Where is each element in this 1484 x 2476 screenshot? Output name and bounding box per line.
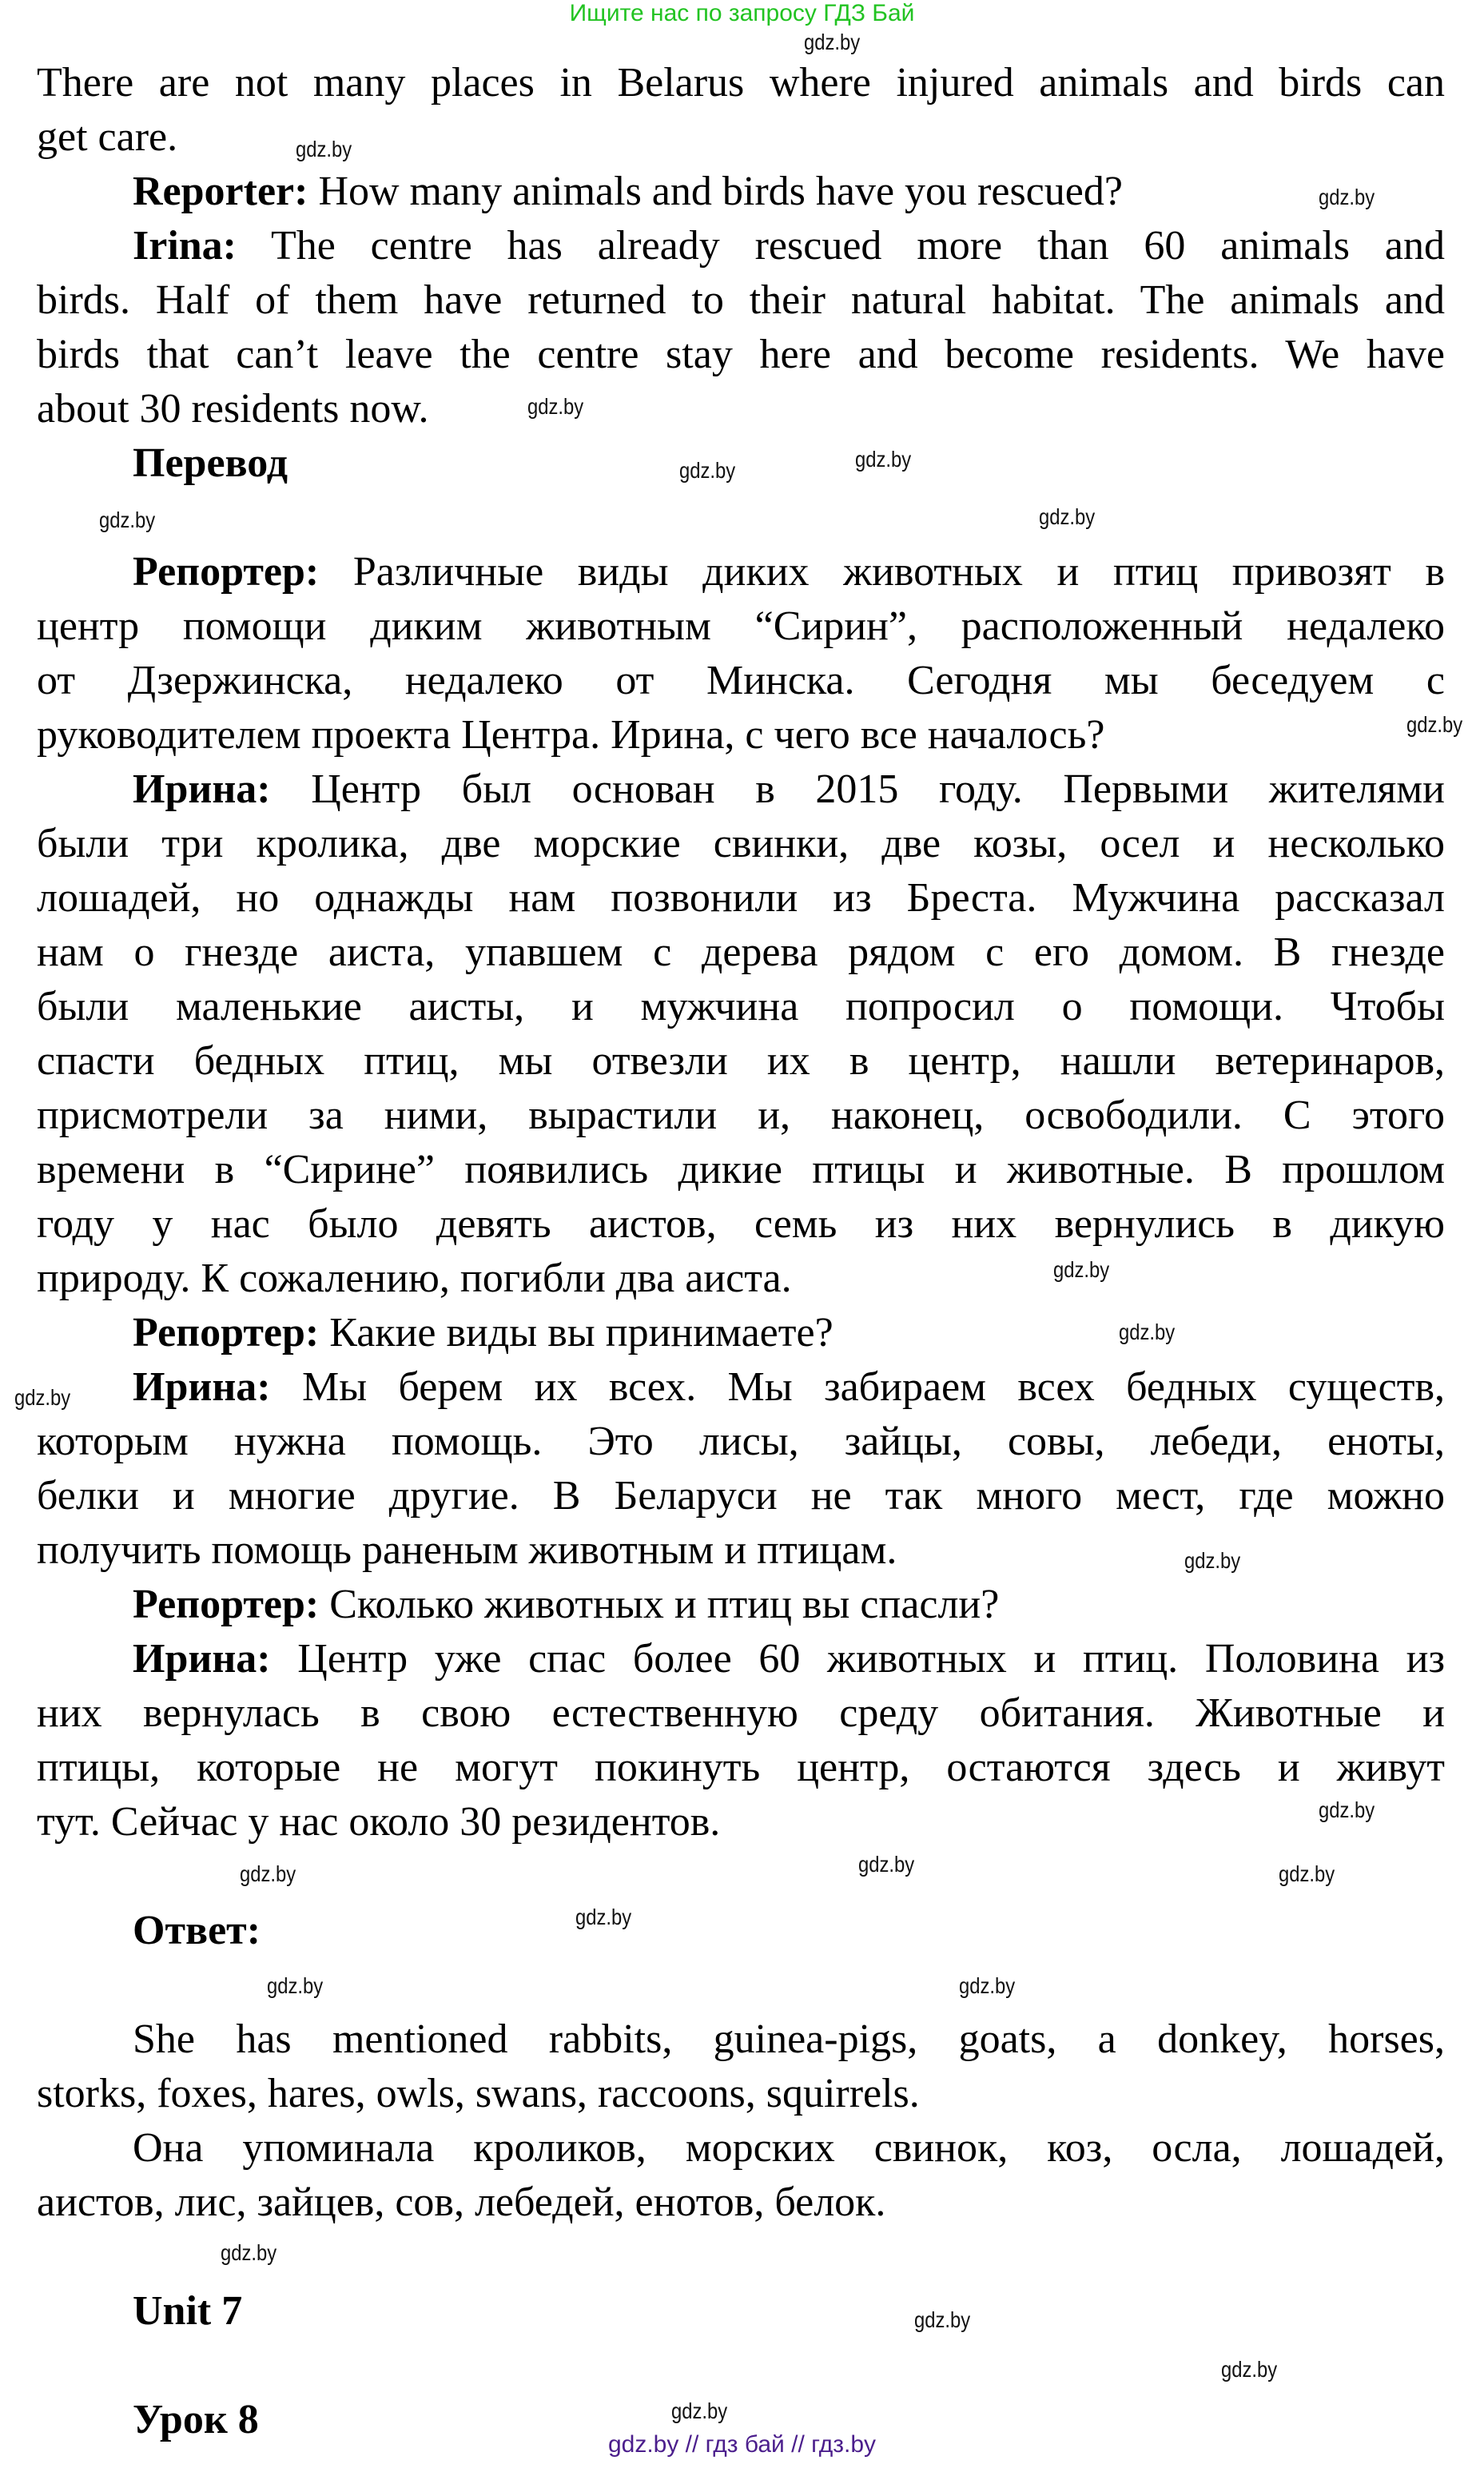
line-text: get care. bbox=[37, 114, 178, 160]
watermark-text: gdz.by bbox=[1319, 1797, 1375, 1822]
watermark-text: gdz.by bbox=[679, 458, 736, 483]
line-text: birds that can’t leave the centre stay here and become residents. We have bbox=[37, 332, 1445, 377]
line-text: лошадей, но однажды нам позвонили из Бреста. Мужчина рассказал bbox=[37, 875, 1445, 921]
text-line bbox=[37, 871, 1445, 926]
line-text: about 30 residents now. bbox=[37, 386, 429, 432]
line-text: She has mentioned rabbits, guinea-pigs, goats, a donkey, horses, bbox=[133, 2016, 1445, 2062]
text-line bbox=[133, 1632, 1445, 1686]
text-line bbox=[37, 1741, 1445, 1795]
text-line bbox=[37, 1415, 1445, 1469]
text-line bbox=[37, 110, 1445, 165]
watermark-text: gdz.by bbox=[575, 1905, 632, 1929]
text-line bbox=[37, 926, 1445, 980]
watermark-text: gdz.by bbox=[221, 2240, 277, 2265]
footer-links[interactable]: gdz.by // гдз бай // гдз.by bbox=[607, 2431, 877, 2458]
watermark-text: gdz.by bbox=[858, 1852, 915, 1877]
line-text: времени в “Сирине” появились дикие птицы и животные. В прошлом bbox=[37, 1147, 1445, 1192]
watermark-text: gdz.by bbox=[14, 1385, 71, 1410]
speaker-label: Урок 8 bbox=[133, 2397, 259, 2442]
text-line bbox=[37, 2067, 1445, 2121]
line-text: Сколько животных и птиц вы спасли? bbox=[319, 1582, 1000, 1627]
watermark-text: gdz.by bbox=[1279, 1861, 1335, 1886]
watermark-text: gdz.by bbox=[296, 137, 352, 161]
speaker-label: Ирина: bbox=[133, 766, 271, 812]
line-text: центр помощи диким животным “Сирин”, расположенный недалеко bbox=[37, 603, 1445, 649]
text-line bbox=[37, 1197, 1445, 1252]
text-line bbox=[133, 219, 1445, 273]
line-text: Центр уже спас более 60 животных и птиц. Половина из bbox=[270, 1636, 1445, 1682]
text-line bbox=[37, 1469, 1445, 1523]
text-line bbox=[37, 1143, 1445, 1197]
speaker-label: Репортер: bbox=[133, 1582, 320, 1627]
text-line bbox=[37, 1795, 1445, 1849]
text-line bbox=[37, 382, 1445, 436]
watermark-text: gdz.by bbox=[671, 2398, 728, 2423]
watermark-text: gdz.by bbox=[1039, 504, 1096, 529]
line-text: There are not many places in Belarus where injured animals and birds can bbox=[37, 60, 1445, 105]
line-text: были три кролика, две морские свинки, две козы, осел и несколько bbox=[37, 821, 1445, 866]
watermark-text: gdz.by bbox=[240, 1861, 296, 1886]
text-line bbox=[37, 708, 1445, 762]
text-line bbox=[133, 2284, 1445, 2339]
text-line bbox=[133, 436, 1445, 491]
watermark-text: gdz.by bbox=[1119, 1320, 1176, 1344]
line-text: The centre has already rescued more than 60 animals and bbox=[237, 223, 1445, 269]
text-line bbox=[133, 1306, 1445, 1360]
line-text: birds. Half of them have returned to their natural habitat. The animals and bbox=[37, 277, 1445, 323]
line-text: получить помощь раненым животным и птицам. bbox=[37, 1527, 897, 1573]
watermark-text: gdz.by bbox=[1053, 1257, 1110, 1282]
text-line bbox=[133, 1578, 1445, 1632]
text-line bbox=[37, 599, 1445, 654]
line-text: How many animals and birds have you rescued? bbox=[308, 169, 1123, 214]
text-line bbox=[37, 1089, 1445, 1143]
line-text: птицы, которые не могут покинуть центр, остаются здесь и живут bbox=[37, 1745, 1445, 1790]
line-text: storks, foxes, hares, owls, swans, raccoons, squirrels. bbox=[37, 2071, 920, 2116]
text-line bbox=[37, 56, 1445, 110]
text-line bbox=[133, 1360, 1445, 1415]
watermark-text: gdz.by bbox=[914, 2307, 971, 2332]
line-text: спасти бедных птиц, мы отвезли их в центр, нашли ветеринаров, bbox=[37, 1038, 1445, 1084]
text-line bbox=[133, 165, 1445, 219]
watermark-text: gdz.by bbox=[959, 1973, 1016, 1998]
speaker-label: Irina: bbox=[133, 223, 237, 269]
text-line bbox=[37, 817, 1445, 871]
line-text: белки и многие другие. В Беларуси не так много мест, где можно bbox=[37, 1473, 1445, 1519]
speaker-label: Ответ: bbox=[133, 1908, 261, 1953]
line-text: Она упоминала кроликов, морских свинок, коз, осла, лошадей, bbox=[133, 2125, 1445, 2171]
line-text: них вернулась в свою естественную среду обитания. Животные и bbox=[37, 1690, 1445, 1736]
speaker-label: Ирина: bbox=[133, 1636, 271, 1682]
line-text: Мы берем их всех. Мы забираем всех бедных существ, bbox=[270, 1364, 1445, 1410]
line-text: природу. К сожалению, погибли два аиста. bbox=[37, 1256, 792, 1301]
text-line bbox=[133, 2121, 1445, 2175]
text-line bbox=[133, 2012, 1445, 2067]
line-text: нам о гнезде аиста, упавшем с дерева рядом с его домом. В гнезде bbox=[37, 929, 1445, 975]
line-text: аистов, лис, зайцев, сов, лебедей, енотов, белок. bbox=[37, 2179, 886, 2225]
line-text: Различные виды диких животных и птиц привозят в bbox=[319, 549, 1445, 595]
speaker-label: Репортер: bbox=[133, 1310, 320, 1355]
text-line bbox=[133, 545, 1445, 599]
speaker-label: Reporter: bbox=[133, 169, 308, 214]
text-line bbox=[37, 1686, 1445, 1741]
line-text: тут. Сейчас у нас около 30 резидентов. bbox=[37, 1799, 721, 1845]
speaker-label: Перевод bbox=[133, 440, 288, 486]
search-banner[interactable]: Ищите нас по запросу ГДЗ Бай bbox=[569, 0, 915, 26]
watermark-text: gdz.by bbox=[1184, 1548, 1241, 1573]
text-line bbox=[37, 1034, 1445, 1089]
watermark-text: gdz.by bbox=[99, 508, 156, 532]
speaker-label: Unit 7 bbox=[133, 2288, 243, 2334]
watermark-text: gdz.by bbox=[855, 447, 912, 472]
speaker-label: Репортер: bbox=[133, 549, 320, 595]
watermark-text: gdz.by bbox=[1319, 185, 1375, 209]
speaker-label: Ирина: bbox=[133, 1364, 271, 1410]
watermark-text: gdz.by bbox=[804, 30, 861, 54]
watermark-text: gdz.by bbox=[267, 1973, 324, 1998]
watermark-text: gdz.by bbox=[527, 394, 584, 419]
text-line bbox=[37, 654, 1445, 708]
text-line bbox=[37, 2175, 1445, 2230]
text-line bbox=[37, 273, 1445, 328]
line-text: Центр был основан в 2015 году. Первыми жителями bbox=[270, 766, 1445, 812]
text-line bbox=[37, 328, 1445, 382]
watermark-text: gdz.by bbox=[1406, 712, 1463, 737]
line-text: от Дзержинска, недалеко от Минска. Сегодня мы беседуем с bbox=[37, 658, 1445, 703]
line-text: руководителем проекта Центра. Ирина, с чего все началось? bbox=[37, 712, 1105, 758]
watermark-text: gdz.by bbox=[1221, 2357, 1278, 2382]
line-text: присмотрели за ними, вырастили и, наконец, освободили. С этого bbox=[37, 1093, 1445, 1138]
text-line bbox=[37, 980, 1445, 1034]
text-line bbox=[37, 1252, 1445, 1306]
text-line bbox=[133, 762, 1445, 817]
text-line bbox=[133, 1904, 1445, 1958]
line-text: которым нужна помощь. Это лисы, зайцы, совы, лебеди, еноты, bbox=[37, 1419, 1445, 1464]
line-text: году у нас было девять аистов, семь из них вернулись в дикую bbox=[37, 1201, 1445, 1247]
line-text: Какие виды вы принимаете? bbox=[319, 1310, 834, 1355]
line-text: были маленькие аисты, и мужчина попросил о помощи. Чтобы bbox=[37, 984, 1445, 1029]
